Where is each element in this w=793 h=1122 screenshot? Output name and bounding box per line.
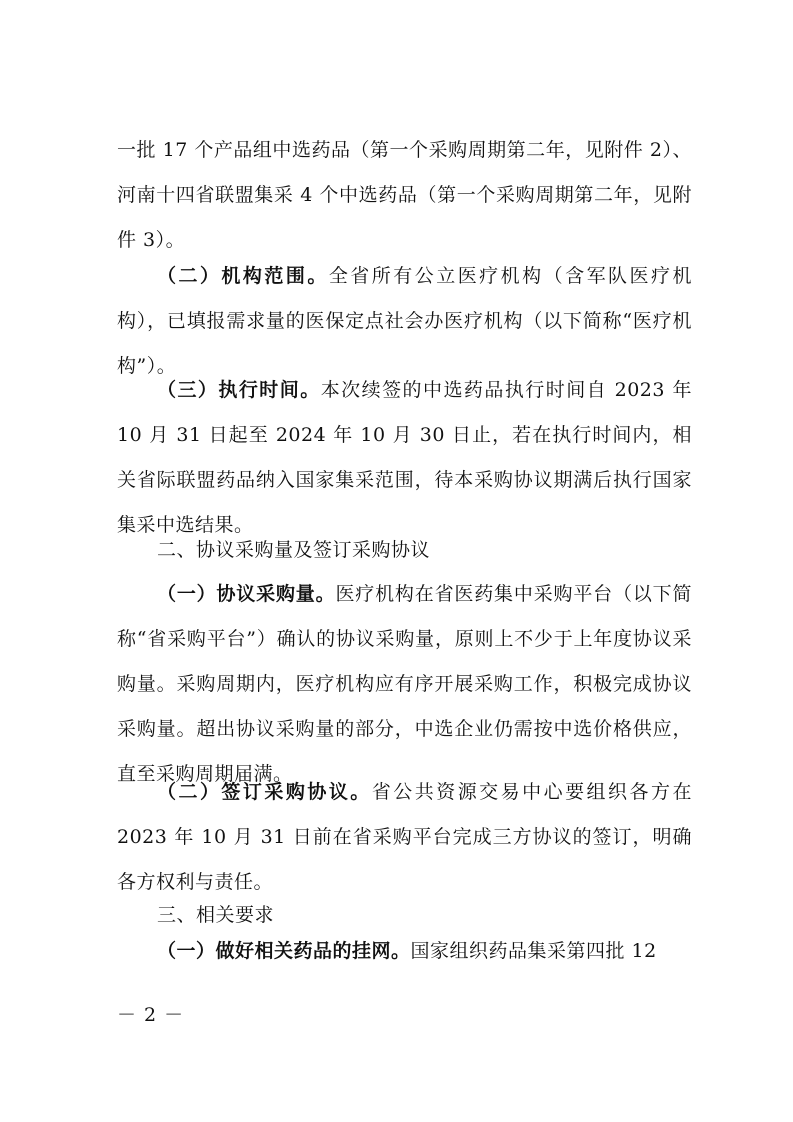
paragraph-execution-time bbox=[117, 368, 692, 548]
paragraph-sign-agreement bbox=[117, 770, 692, 905]
paragraph-text: 医疗机构在省医药集中采购平台（以下简称“省采购平台”）确认的协议采购量，原则上不少于上年度协议采购量。采购周期内，医疗机构应有序开展采购工作，积极完成协议采购量。超出协议采购量的部分，中选企业仍需按中选价格供应，直至采购周期届满。 bbox=[117, 583, 692, 785]
paragraph-text: 全省所有公立医疗机构（含军队医疗机构），已填报需求量的医保定点社会办医疗机构（以下简称“医疗机构”）。 bbox=[117, 265, 692, 377]
page-number: － 2 － bbox=[117, 1004, 185, 1026]
paragraph-text: 国家组织药品集采第四批 12 bbox=[410, 940, 657, 962]
paragraph-heading: （二）签订采购协议。 bbox=[157, 781, 372, 803]
paragraph-purchase-volume bbox=[117, 572, 692, 797]
paragraph-heading: （一）做好相关药品的挂网。 bbox=[157, 940, 411, 962]
paragraph-heading: （三）执行时间。 bbox=[157, 379, 321, 401]
section-title-text: 三、相关要求 bbox=[157, 904, 275, 926]
paragraph-text: 一批 17 个产品组中选药品（第一个采购周期第二年，见附件 2）、河南十四省联盟集采 4 个中选药品（第一个采购周期第二年，见附件 3）。 bbox=[117, 139, 692, 251]
section-title-2 bbox=[117, 528, 692, 573]
paragraph-continuation bbox=[117, 128, 692, 263]
paragraph-listing bbox=[117, 929, 692, 974]
paragraph-text: 省公共资源交易中心要组织各方在 2023 年 10 月 31 日前在省采购平台完成三方协议的签订，明确各方权利与责任。 bbox=[117, 781, 692, 893]
paragraph-heading: （二）机构范围。 bbox=[157, 265, 329, 287]
paragraph-text: 本次续签的中选药品执行时间自 2023 年 10 月 31 日起至 2024 年 10 月 30 日止，若在执行时间内，相关省际联盟药品纳入国家集采范围，待本采购协议期满后执行国家集采中选结果。 bbox=[117, 379, 692, 536]
section-title-text: 二、协议采购量及签订采购协议 bbox=[157, 539, 431, 561]
paragraph-heading: （一）协议采购量。 bbox=[157, 583, 336, 605]
